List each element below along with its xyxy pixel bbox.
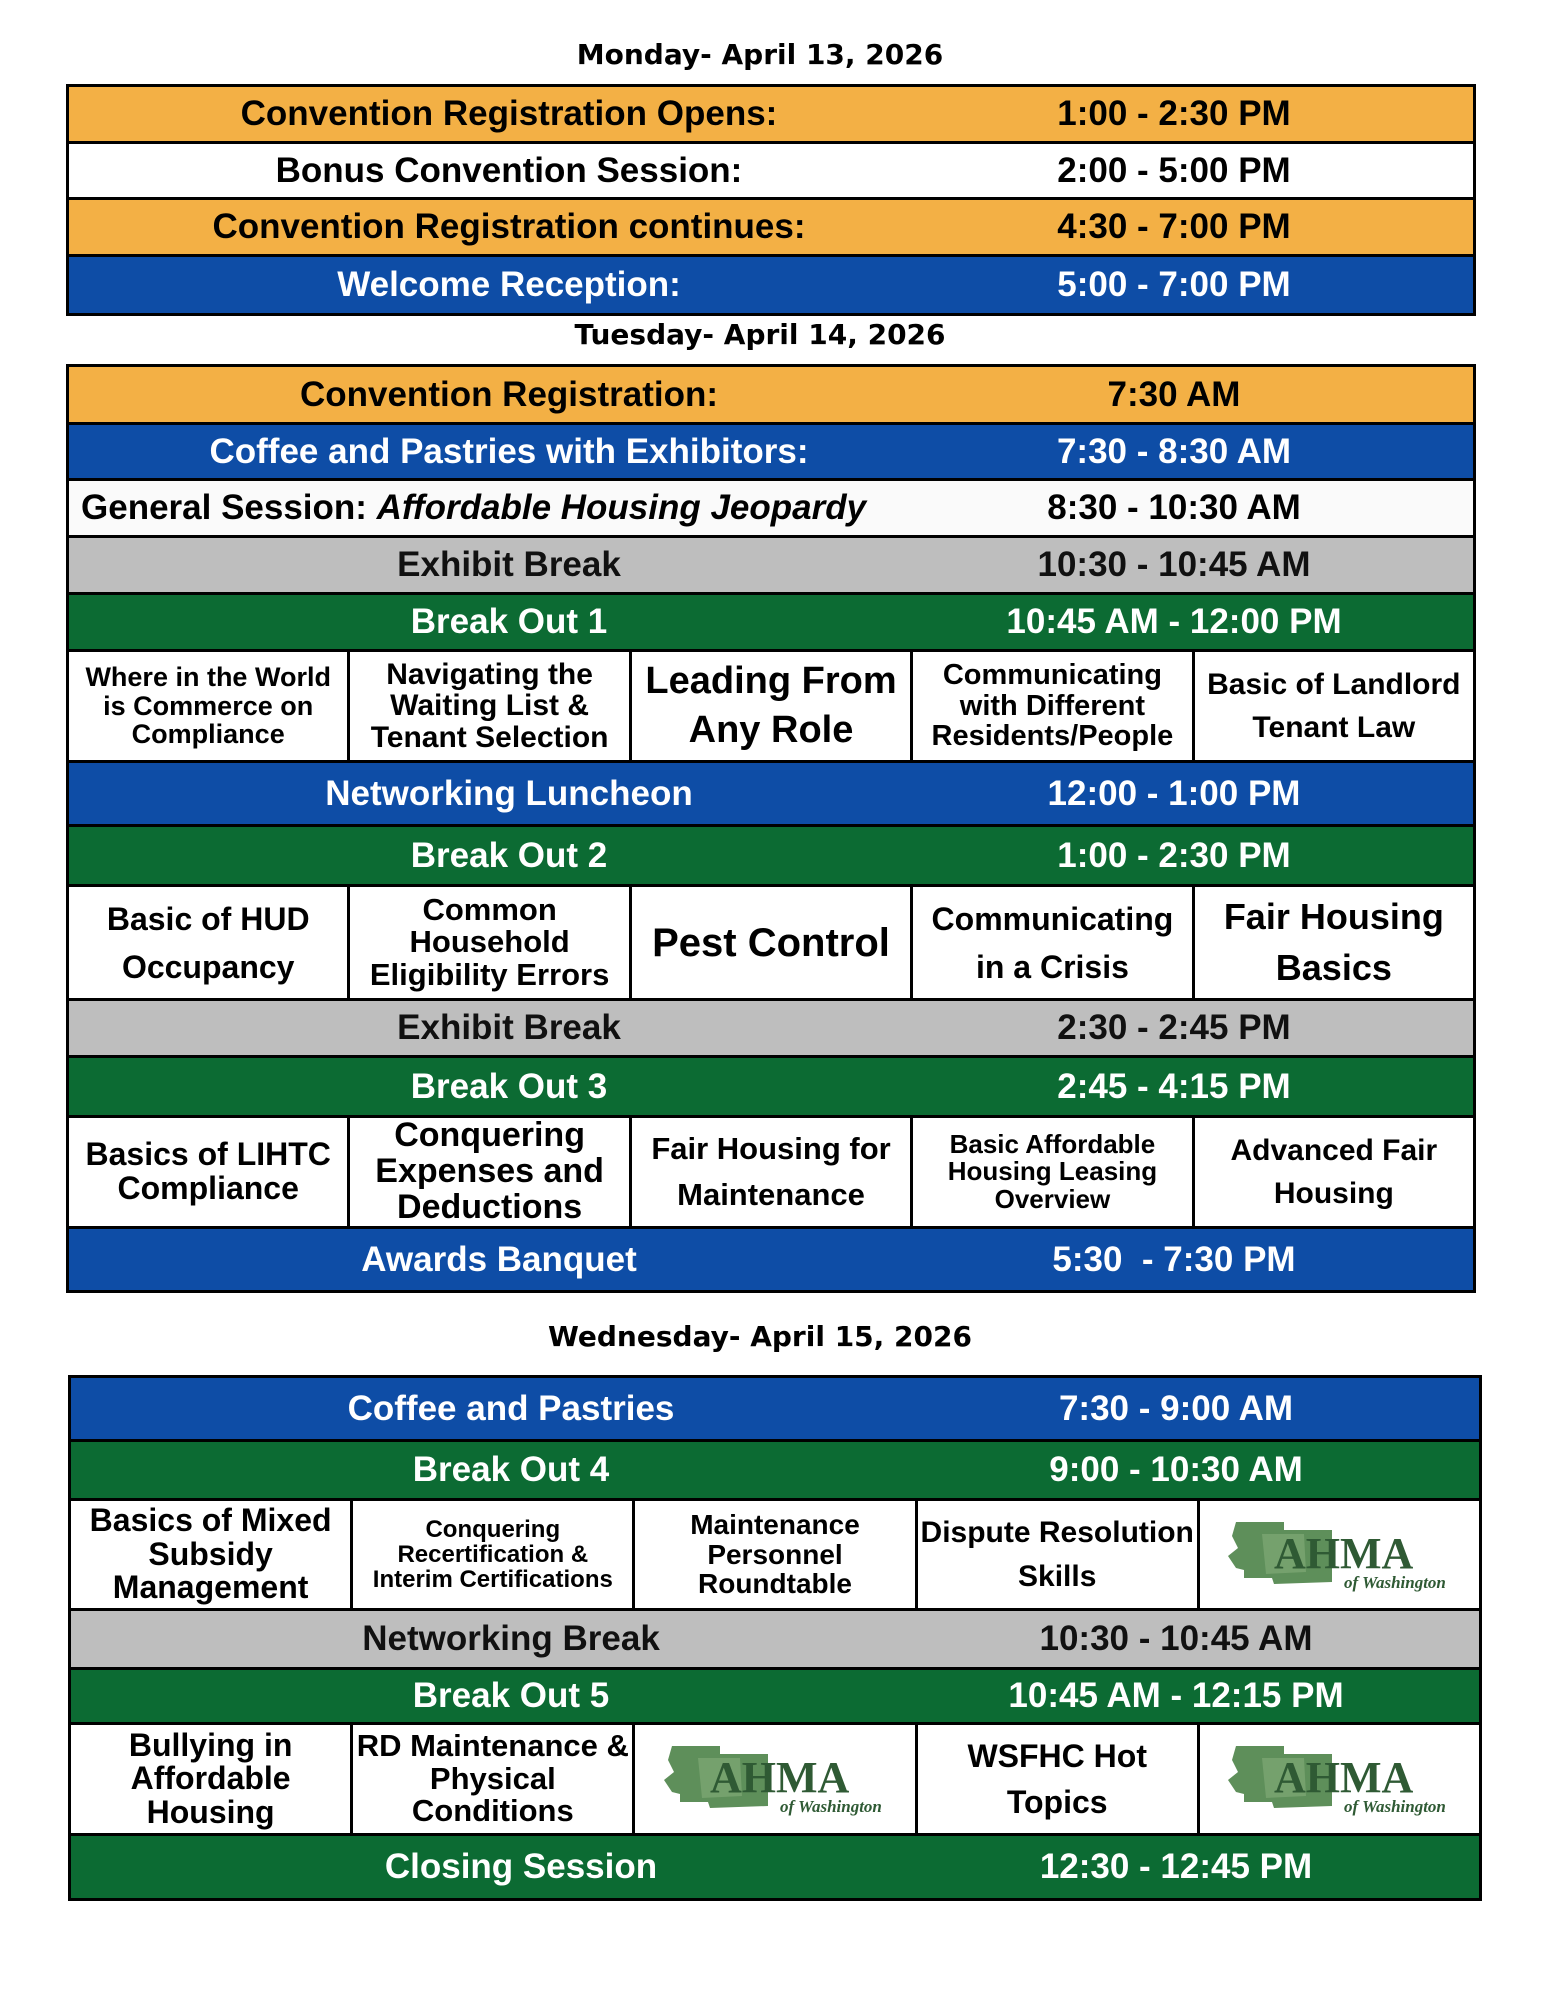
row-time: 10:30 - 10:45 AM	[1039, 1619, 1313, 1658]
row-label: Exhibit Break	[397, 1008, 621, 1047]
row-label: Networking Break	[362, 1619, 660, 1658]
row-label: Break Out 3	[410, 1066, 608, 1106]
row-label: Coffee and Pastries with Exhibitors:	[209, 431, 809, 471]
row-label: Exhibit Break	[397, 545, 621, 584]
row-time: 5:30 - 7:30 PM	[1052, 1239, 1296, 1279]
ahma-logo-sub: of Washington	[780, 1797, 882, 1816]
session-cell: Communicating in a Crisis	[913, 887, 1194, 998]
breakout-3-row	[69, 1058, 1473, 1118]
general-session-title: Affordable Housing Jeopardy	[376, 488, 867, 527]
row-time: 2:30 - 2:45 PM	[1057, 1008, 1291, 1047]
coffee-row	[69, 425, 1473, 481]
monday-table	[66, 84, 1476, 316]
session-cell: Dispute Resolution Skills	[918, 1501, 1200, 1608]
row-time: 2:45 - 4:15 PM	[1057, 1066, 1291, 1106]
row-label: Coffee and Pastries	[347, 1388, 675, 1428]
row-label: Closing Session	[384, 1847, 658, 1886]
networking-break-row	[71, 1611, 1479, 1670]
ahma-logo-sub: of Washington	[1344, 1572, 1447, 1592]
breakout-2-row	[69, 827, 1473, 887]
closing-row	[71, 1836, 1479, 1898]
session-cell: RD Maintenance & Physical Conditions	[353, 1725, 635, 1833]
row-time: 1:00 - 2:30 PM	[1057, 94, 1291, 133]
row-label: Welcome Reception:	[337, 265, 681, 304]
session-cell: Communicating with Different Residents/People	[913, 652, 1194, 760]
registration-row	[69, 367, 1473, 425]
monday-row	[69, 87, 1473, 144]
row-time: 9:00 - 10:30 AM	[1049, 1450, 1303, 1489]
coffee-row	[71, 1378, 1479, 1442]
row-label: Break Out 4	[412, 1450, 610, 1489]
row-label: Convention Registration Opens:	[240, 94, 778, 133]
ahma-logo-graphic	[650, 1736, 900, 1822]
session-cell: Basic of Landlord Tenant Law	[1207, 667, 1461, 744]
breakout-1-sessions	[69, 652, 1473, 763]
session-cell: Conquering Recertification & Interim Certifications	[353, 1501, 635, 1608]
ahma-logo-name: AHMA	[710, 1753, 850, 1802]
session-cell: Advanced Fair Housing	[1230, 1133, 1438, 1210]
session-cell: Navigating the Waiting List & Tenant Selection	[350, 652, 631, 760]
ahma-logo	[635, 1725, 917, 1833]
general-session-prefix: General Session:	[81, 488, 377, 527]
session-cell: WSFHC Hot Topics	[918, 1725, 1200, 1833]
row-time: 1:00 - 2:30 PM	[1057, 835, 1291, 875]
tuesday-table	[66, 364, 1476, 1293]
breakout-4-row	[71, 1442, 1479, 1501]
ahma-logo	[1200, 1725, 1479, 1833]
row-time: 4:30 - 7:00 PM	[1057, 207, 1291, 246]
breakout-5-row	[71, 1670, 1479, 1725]
row-time: 10:45 AM - 12:15 PM	[1008, 1676, 1344, 1715]
session-cell: Fair Housing Basics	[1223, 896, 1444, 988]
session-cell: Common Household Eligibility Errors	[350, 887, 631, 998]
general-session-row	[69, 481, 1473, 538]
row-time: 12:30 - 12:45 PM	[1039, 1847, 1313, 1886]
session-cell: Maintenance Personnel Roundtable	[635, 1501, 917, 1608]
ahma-logo-graphic	[1214, 1512, 1464, 1598]
breakout-1-row	[69, 595, 1473, 652]
ahma-logo-name: AHMA	[1274, 1528, 1414, 1578]
session-cell: Where in the World is Commerce on Compliance	[69, 652, 350, 760]
session-cell: Basic of HUD Occupancy	[69, 887, 350, 998]
session-cell: Fair Housing for Maintenance	[632, 1118, 913, 1226]
row-label: Convention Registration continues:	[212, 207, 806, 246]
ahma-logo-graphic	[1214, 1736, 1464, 1822]
row-label: Convention Registration:	[299, 374, 719, 414]
breakout-5-sessions	[71, 1725, 1479, 1836]
row-time: 7:30 AM	[1107, 374, 1241, 414]
breakout-2-sessions	[69, 887, 1473, 1001]
row-label: Break Out 5	[412, 1676, 610, 1715]
row-time: 10:45 AM - 12:00 PM	[1006, 602, 1342, 641]
breakout-3-sessions	[69, 1118, 1473, 1229]
wednesday-heading: Wednesday- April 15, 2026	[548, 1320, 972, 1353]
ahma-logo-name: AHMA	[1274, 1753, 1414, 1802]
row-time: 7:30 - 9:00 AM	[1058, 1388, 1294, 1428]
row-time: 12:00 - 1:00 PM	[1047, 773, 1301, 813]
row-label: Awards Banquet	[361, 1239, 637, 1279]
ahma-logo-sub: of Washington	[1344, 1797, 1447, 1816]
session-cell: Conquering Expenses and Deductions	[350, 1118, 631, 1226]
monday-row	[69, 200, 1473, 257]
session-cell: Bullying in Affordable Housing	[71, 1725, 353, 1833]
breakout-4-sessions	[71, 1501, 1479, 1611]
row-label: Bonus Convention Session:	[275, 150, 743, 190]
wednesday-table	[68, 1375, 1482, 1901]
row-time: 10:30 - 10:45 AM	[1037, 545, 1311, 584]
session-cell: Basics of Mixed Subsidy Management	[71, 1501, 353, 1608]
row-time: 7:30 - 8:30 AM	[1056, 431, 1292, 471]
exhibit-break-row	[69, 1001, 1473, 1058]
session-cell: Basics of LIHTC Compliance	[69, 1118, 350, 1226]
banquet-row	[69, 1229, 1473, 1290]
ahma-logo	[1200, 1501, 1479, 1608]
tuesday-heading: Tuesday- April 14, 2026	[574, 318, 946, 351]
session-cell: Pest Control	[632, 887, 913, 998]
row-label: Break Out 2	[410, 835, 608, 875]
row-time: 8:30 - 10:30 AM	[1047, 488, 1301, 527]
session-cell: Leading From Any Role	[632, 652, 913, 760]
session-cell: Basic Affordable Housing Leasing Overview	[913, 1118, 1194, 1226]
monday-heading: Monday- April 13, 2026	[576, 38, 944, 71]
row-label: Break Out 1	[410, 602, 608, 641]
luncheon-row	[69, 763, 1473, 827]
row-time: 2:00 - 5:00 PM	[1057, 150, 1291, 190]
row-label	[81, 488, 961, 528]
exhibit-break-row	[69, 538, 1473, 595]
row-label: Networking Luncheon	[325, 773, 693, 813]
row-time: 5:00 - 7:00 PM	[1057, 265, 1291, 304]
monday-row	[69, 144, 1473, 200]
monday-row	[69, 257, 1473, 313]
